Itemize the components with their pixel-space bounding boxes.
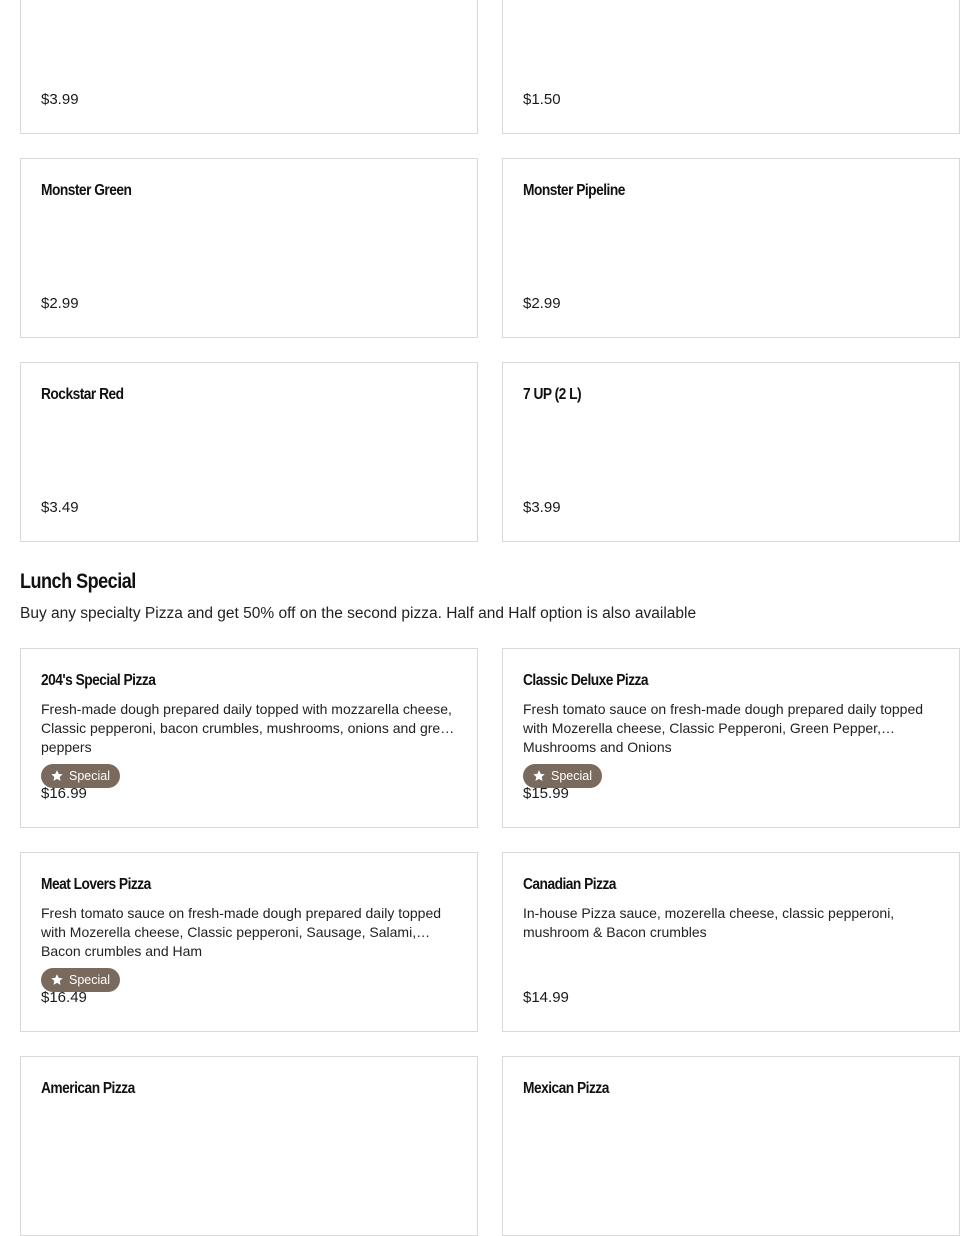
item-price: $1.50 — [523, 91, 561, 108]
star-icon — [50, 973, 64, 987]
item-price: $3.49 — [41, 499, 79, 516]
item-description: In-house Pizza sauce, mozerella cheese, classic pepperoni, mushroom & Bacon crumbles — [523, 905, 895, 940]
star-icon — [532, 769, 546, 783]
lunch-special-section — [20, 569, 960, 624]
item-name: Rockstar Red — [41, 386, 124, 403]
menu-item-card[interactable] — [502, 852, 960, 1032]
item-name: 204's Special Pizza — [41, 672, 156, 689]
item-price: $16.99 — [41, 785, 87, 802]
badge-label: Special — [69, 769, 110, 783]
item-name: American Pizza — [41, 1080, 135, 1097]
menu-item-card[interactable] — [20, 648, 478, 828]
item-name: Monster Green — [41, 182, 132, 199]
badge-label: Special — [69, 973, 110, 987]
item-name: Meat Lovers Pizza — [41, 876, 151, 893]
menu-item-card[interactable] — [502, 648, 960, 828]
item-description: Fresh tomato sauce on fresh-made dough prepared daily topped with Mozerella cheese, Classic pepperoni, Sausage, Salami, Bacon crumbles and Ham — [41, 905, 442, 959]
item-name: Mexican Pizza — [523, 1080, 609, 1097]
item-price: $15.99 — [523, 785, 569, 802]
item-name: 7 UP (2 L) — [523, 386, 582, 403]
section-description: Buy any specialty Pizza and get 50% off on the second pizza. Half and Half option is also available — [20, 605, 697, 622]
menu-item-card[interactable] — [502, 0, 960, 134]
item-price: $16.49 — [41, 989, 87, 1006]
item-price: $2.99 — [523, 295, 561, 312]
menu-item-card[interactable] — [20, 1056, 478, 1236]
drinks-grid — [20, 0, 960, 542]
menu-item-card[interactable] — [502, 158, 960, 338]
item-price: $3.99 — [41, 91, 79, 108]
item-name: Monster Pipeline — [523, 182, 625, 199]
item-description: Fresh tomato sauce on fresh-made dough prepared daily topped with Mozerella cheese, Classic Pepperoni, Green Pepper, Mushrooms and Onions — [523, 701, 924, 755]
item-name: Canadian Pizza — [523, 876, 616, 893]
menu-content — [20, 0, 960, 1236]
item-name: Classic Deluxe Pizza — [523, 672, 649, 689]
section-title: Lunch Special — [20, 570, 136, 593]
item-price: $3.99 — [523, 499, 561, 516]
menu-item-card[interactable] — [20, 852, 478, 1032]
item-price: $2.99 — [41, 295, 79, 312]
badge-label: Special — [551, 769, 592, 783]
menu-item-card[interactable] — [20, 362, 478, 542]
menu-item-card[interactable] — [502, 1056, 960, 1236]
menu-item-card[interactable] — [20, 158, 478, 338]
star-icon — [50, 769, 64, 783]
menu-item-card[interactable] — [20, 0, 478, 134]
pizza-grid — [20, 648, 960, 1236]
menu-item-card[interactable] — [502, 362, 960, 542]
item-price: $14.99 — [523, 989, 569, 1006]
item-description: Fresh-made dough prepared daily topped with mozzarella cheese, Classic pepperoni, bacon crumbles, mushrooms, onions and green peppers — [41, 701, 456, 755]
